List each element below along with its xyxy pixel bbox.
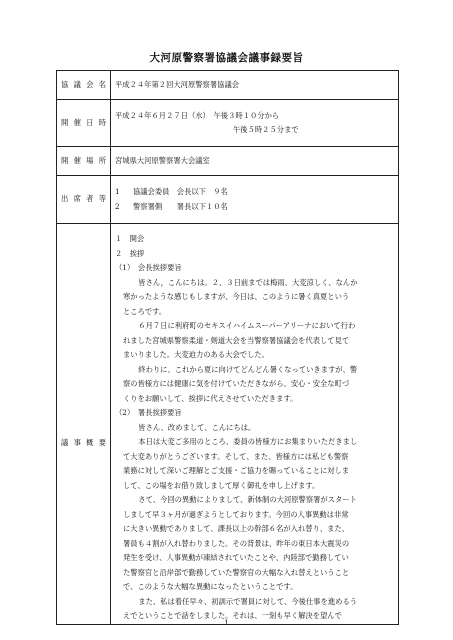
label-place: 開催場所 [57,147,111,176]
summary-line: （1） 会長挨拶要旨 [115,263,182,272]
summary-line: ６月７日に利府町のセキスイハイムスーパーアリーナにおいて行わ [131,321,356,330]
summary-line: 皆さん，こんにちは。２、３日前までは梅雨、大変涼しく、なんか [131,277,358,287]
summary-line: 発生を受け、人事異動が凍結されていたことや、内陸部で勤務してい [123,553,349,562]
summary-line: ところです。 [123,306,167,316]
summary-line: さて、今回の異動によりまして、新体制の大河原警察署がスタート [131,495,357,504]
attendee-num: 1 [115,187,120,196]
row-meeting-name [57,71,399,100]
row-date [57,100,399,147]
summary-line: で、このような大幅な異動になったということです。 [123,582,298,591]
attendee-text: 警察署側 署長以下１０名 [133,201,228,211]
document-title: 大河原警察署協議会議事録要旨 [149,52,304,64]
summary-line: （2） 署長挨拶要旨 [115,408,182,417]
value-attendees [111,176,399,224]
summary-line: くりをお願いして、挨拶に代えさせていただきます。 [123,393,298,403]
summary-line: 皆さん、改めまして、こんにちは。 [131,422,256,432]
date-line-1: 平成２４年６月２７日（水） 午後３時１０分から [115,110,280,120]
label-summary: 議事概要 [57,224,111,625]
summary-line: 終わりに、これから夏に向けてどんどん暑くなっていきますが、警 [131,364,358,374]
label-attendees: 出席者等 [57,176,111,224]
summary-line: れました宮城県警察柔道・剣道大会を当警察署協議会を代表して見て [123,335,350,345]
summary-line: しまして早３ヶ月が過ぎようとしております。今回の人事異動は非常 [123,509,349,519]
row-place [57,147,399,176]
date-line-2: 午後５時２５分まで [233,125,299,134]
summary-line: えでということで話をしました。それは、一刻も早く解決を望んで [123,611,342,620]
attendee-num: 2 [115,201,120,211]
value-place: 宮城県大河原警察署大会議室 [111,147,399,176]
summary-line: ２ 挨拶 [115,248,145,258]
value-meeting-name: 平成２４年第２回大河原警察署協議会 [111,71,399,100]
summary-line: して、この場をお借り致しまして厚く御礼を申し上げます。 [123,480,320,490]
value-date [111,100,399,147]
summary-line: 署員も４割が入れ替わりました。その背景は、昨年の東日本大震災の [123,538,350,548]
label-meeting-name: 協議会名 [57,71,111,100]
summary-line: に大きい異動でありまして、課長以上の幹部６名が入れ替り、また、 [123,524,350,533]
summary-line: 業務に対して深いご理解とご支援・ご協力を賜っていることに対しま [123,466,350,475]
summary-text [115,232,394,624]
row-attendees [57,176,399,224]
row-summary [57,224,399,625]
attendee-text: 協議会委員 会長以下 ９名 [133,187,228,196]
summary-line: 本日は大変ご多用のところ、委員の皆様方にお集まりいただきまし [131,437,358,446]
summary-line: 寒かったような感じもしますが、今日は、このように暑く真夏という [123,292,350,301]
minutes-table [56,70,399,625]
summary-line: また、私は着任早々、初訓示で署員に対して、今後仕事を進めるう [131,596,358,606]
value-summary [111,224,399,625]
attendee-item [115,200,394,215]
attendee-item [115,185,394,200]
summary-line: １ 開会 [115,234,145,243]
label-date: 開催日時 [57,100,111,147]
summary-line: て大変ありがとうございます。そして、また、皆様方には私ども警察 [123,451,349,461]
summary-line: た警察官と沿岸部で勤務していた警察官の大幅な入れ替えということ [123,567,350,577]
summary-line: 察の皆様方には健康に気を付けていただきながら、安心・安全な町づ [123,379,350,388]
page-number: 1 [224,619,229,627]
summary-line: まいりました。大変迫力のある大会でした。 [123,350,269,359]
